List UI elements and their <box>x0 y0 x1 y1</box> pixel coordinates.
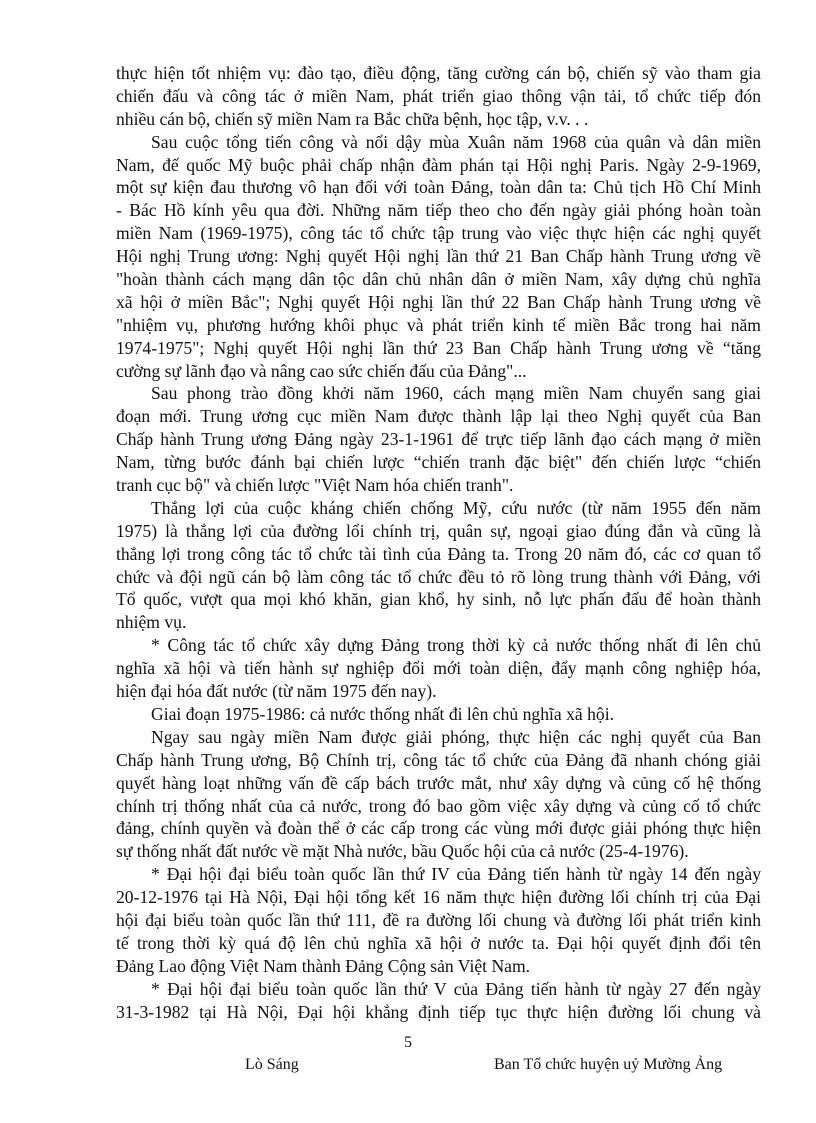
text-line: tế trong thời kỳ quá độ lên chủ nghĩa xã hội ở nước ta. Đại hội quyết định đổi tên <box>116 932 761 953</box>
text-line: nghĩa xã hội và tiến hành sự nghiệp đổi mới toàn diện, đẩy mạnh công nghiệp hóa, <box>116 658 761 679</box>
text-line: "nhiệm vụ, phương hướng khôi phục và phát triển kinh tế miền Bắc trong hai năm <box>116 314 761 335</box>
text-line: đảng, chính quyền và đoàn thể ở các cấp trong các vùng mới được giải phóng thực hiện <box>116 818 761 839</box>
text-line: nhiệm vụ. <box>116 612 187 633</box>
text-line: Ngay sau ngày miền Nam được giải phóng, thực hiện các nghị quyết của Ban <box>151 726 761 747</box>
text-line: Sau phong trào đồng khởi năm 1960, cách mạng miền Nam chuyển sang giai <box>151 383 761 404</box>
text-line: Tổ quốc, vượt qua mọi khó khăn, gian khổ, hy sinh, nỗ lực phấn đấu để hoàn thành <box>116 589 761 610</box>
text-line: Đảng Lao động Việt Nam thành Đảng Cộng sản Việt Nam. <box>116 955 531 976</box>
text-line: cường sự lãnh đạo và nâng cao sức chiến đấu của Đảng"... <box>116 360 527 381</box>
text-line: hội đại biểu toàn quốc lần thứ 111, đề ra đường lối chung và đường lối phát triển kinh <box>116 909 761 930</box>
text-line: Hội nghị Trung ương: Nghị quyết Hội nghị lần thứ 21 Ban Chấp hành Trung ương về <box>116 246 761 267</box>
text-line: 20-12-1976 tại Hà Nội, Đại hội tổng kết 16 năm thực hiện đường lối chính trị của Đại <box>116 887 761 908</box>
text-line: Nam, đế quốc Mỹ buộc phải chấp nhận đàm phán tại Hội nghị Paris. Ngày 2-9-1969, <box>116 154 761 175</box>
text-line: * Đại hội đại biểu toàn quốc lần thứ IV của Đảng tiến hành từ ngày 14 đến ngày <box>151 864 761 885</box>
text-line: 31-3-1982 tại Hà Nội, Đại hội khẳng định tiếp tục thực hiện đường lối chung và <box>116 1001 761 1022</box>
text-line: thắng lợi trong công tác tổ chức tài tình của Đảng ta. Trong 20 năm đó, các cơ quan tổ <box>116 543 761 564</box>
text-line: Nam, từng bước đánh bại chiến lược “chiến tranh đặc biệt" đến chiến lược “chiến <box>116 452 761 473</box>
text-line: - Bác Hồ kính yêu qua đời. Những năm tiếp theo cho đến ngày giải phóng hoàn toàn <box>116 200 761 221</box>
text-line: Thắng lợi của cuộc kháng chiến chống Mỹ, cứu nước (từ năm 1955 đến năm <box>151 497 761 518</box>
text-line: thực hiện tốt nhiệm vụ: đào tạo, điều động, tăng cường cán bộ, chiến sỹ vào tham gia <box>116 63 761 83</box>
text-line: tranh cục bộ" và chiến lược "Việt Nam hóa chiến tranh". <box>116 475 514 496</box>
text-line: chiến đấu và công tác ở miền Nam, phát triển giao thông vận tải, tổ chức tiếp đón <box>116 85 761 106</box>
text-line: quyết hàng loạt những vấn đề cấp bách trước mắt, như xây dựng và củng cố hệ thống <box>116 772 761 793</box>
text-line: Chấp hành Trung ương, Bộ Chính trị, công tác tổ chức của Đảng đã nhanh chóng giải <box>116 749 761 770</box>
text-line: "hoàn thành cách mạng dân tộc dân chủ nhân dân ở miền Nam, xây dựng chủ nghĩa <box>116 269 761 290</box>
text-line: miền Nam (1969-1975), công tác tổ chức tập trung vào việc thực hiện các nghị quyết <box>116 223 761 244</box>
text-line: Giai đoạn 1975-1986: cả nước thống nhất đi lên chủ nghĩa xã hội. <box>151 703 614 724</box>
text-line: đoạn mới. Trung ương cục miền Nam được thành lập lại theo Nghị quyết của Ban <box>116 406 761 427</box>
text-line: một sự kiện đau thương vô hạn đối với toàn Đảng, toàn dân ta: Chủ tịch Hồ Chí Minh <box>116 177 761 198</box>
text-line: hiện đại hóa đất nước (từ năm 1975 đến nay). <box>116 681 437 702</box>
text-line: nhiều cán bộ, chiến sỹ miền Nam ra Bắc chữa bệnh, học tập, v.v. . . <box>116 108 589 129</box>
text-line: 1975) là thắng lợi của đường lối chính trị, quân sự, ngoại giao đúng đắn và cũng là <box>116 520 761 541</box>
footer-author: Lò Sáng <box>245 1056 299 1073</box>
text-line: 1974-1975"; Nghị quyết Hội nghị lần thứ 23 Ban Chấp hành Trung ương về “tăng <box>116 337 761 358</box>
text-line: Sau cuộc tổng tiến công và nổi dậy mùa Xuân năm 1968 của quân và dân miền <box>151 131 761 152</box>
text-line: * Công tác tổ chức xây dựng Đảng trong thời kỳ cả nước thống nhất đi lên chủ <box>151 635 761 656</box>
text-line: sự thống nhất đất nước về mặt Nhà nước, bầu Quốc hội của cả nước (25-4-1976). <box>116 841 689 862</box>
text-line: chức và đội ngũ cán bộ làm công tác tổ chức đều tỏ rõ lòng trung thành với Đảng, với <box>116 566 761 587</box>
page-number: 5 <box>404 1034 412 1051</box>
text-line: * Đại hội đại biểu toàn quốc lần thứ V của Đảng tiến hành từ ngày 27 đến ngày <box>151 978 761 999</box>
footer-organization: Ban Tổ chức huyện uỷ Mường Ảng <box>494 1056 723 1073</box>
text-line: Chấp hành Trung ương Đảng ngày 23-1-1961 để trực tiếp lãnh đạo cách mạng ở miền <box>116 429 761 450</box>
text-line: xã hội ở miền Bắc"; Nghị quyết Hội nghị lần thứ 22 Ban Chấp hành Trung ương về <box>116 291 761 312</box>
body-text <box>116 62 761 1023</box>
text-line: chính trị thống nhất của cả nước, trong đó bao gồm việc xây dựng và củng cố tổ chức <box>116 795 761 816</box>
